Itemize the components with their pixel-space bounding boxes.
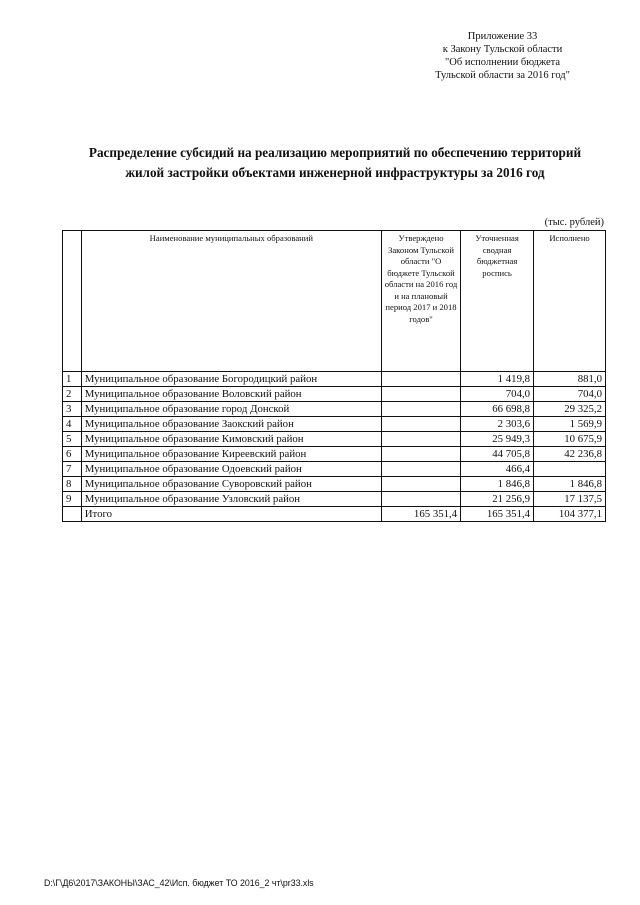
cell-refined: 21 256,9 [461,492,534,507]
cell-num: 3 [63,402,82,417]
cell-approved [381,477,460,492]
cell-name: Итого [81,507,381,522]
cell-name: Муниципальное образование Заокский район [81,417,381,432]
title-line: Распределение субсидий на реализацию мероприятий по обеспечению территорий [88,145,582,160]
cell-executed: 881,0 [534,372,606,387]
cell-name: Муниципальное образование Узловский район [81,492,381,507]
cell-approved [381,492,460,507]
file-path: D:\Г\Д6\2017\ЗАКОНЫ\ЗАС_42\Исп. бюджет ТО 2016_2 чт\pr33.xls [44,878,314,888]
cell-refined: 466,4 [461,462,534,477]
cell-refined: 1 419,8 [461,372,534,387]
cell-refined: 25 949,3 [461,432,534,447]
table-row [63,372,606,387]
cell-approved [381,417,460,432]
cell-num: 5 [63,432,82,447]
appendix-line: "Об исполнении бюджета [445,57,560,68]
document-title [40,143,630,183]
cell-num [63,507,82,522]
appendix-block [400,30,605,82]
cell-refined: 2 303,6 [461,417,534,432]
table-row [63,462,606,477]
appendix-line: Тульской области за 2016 год" [435,70,570,81]
cell-refined: 1 846,8 [461,477,534,492]
cell-name: Муниципальное образование Одоевский район [81,462,381,477]
cell-executed: 1 569,9 [534,417,606,432]
cell-name: Муниципальное образование Суворовский район [81,477,381,492]
cell-executed: 10 675,9 [534,432,606,447]
cell-executed: 1 846,8 [534,477,606,492]
cell-name: Муниципальное образование Кимовский район [81,432,381,447]
cell-num: 2 [63,387,82,402]
header-num [63,231,82,372]
header-approved: Утверждено Законом Тульской области "О бюджете Тульской области на 2016 год и на плановый период 2017 и 2018 годов" [381,231,460,372]
cell-num: 7 [63,462,82,477]
table-row [63,432,606,447]
cell-approved [381,402,460,417]
table-header-row [63,231,606,372]
title-line: жилой застройки объектами инженерной инфраструктуры за 2016 год [125,165,545,180]
table-row [63,402,606,417]
appendix-line: к Закону Тульской области [442,44,563,55]
cell-name: Муниципальное образование Воловский район [81,387,381,402]
cell-name: Муниципальное образование город Донской [81,402,381,417]
units-label: (тыс. рублей) [544,217,604,228]
header-executed: Исполнено [534,231,606,372]
cell-executed [534,462,606,477]
table-row [63,387,606,402]
table-row [63,447,606,462]
cell-executed: 104 377,1 [534,507,606,522]
cell-approved [381,387,460,402]
cell-num: 4 [63,417,82,432]
header-refined: Уточненная сводная бюджетная роспись [461,231,534,372]
cell-num: 6 [63,447,82,462]
cell-name: Муниципальное образование Киреевский район [81,447,381,462]
cell-executed: 42 236,8 [534,447,606,462]
cell-approved [381,372,460,387]
cell-refined: 44 705,8 [461,447,534,462]
cell-name: Муниципальное образование Богородицкий район [81,372,381,387]
subsidy-table [62,230,606,522]
cell-num: 8 [63,477,82,492]
table-row [63,507,606,522]
cell-approved: 165 351,4 [381,507,460,522]
cell-executed: 17 137,5 [534,492,606,507]
table-row [63,492,606,507]
cell-approved [381,462,460,477]
cell-executed: 704,0 [534,387,606,402]
header-name: Наименование муниципальных образований [81,231,381,372]
cell-approved [381,447,460,462]
cell-num: 1 [63,372,82,387]
cell-num: 9 [63,492,82,507]
cell-refined: 165 351,4 [461,507,534,522]
table-row [63,477,606,492]
table-row [63,417,606,432]
cell-executed: 29 325,2 [534,402,606,417]
cell-refined: 66 698,8 [461,402,534,417]
cell-approved [381,432,460,447]
cell-refined: 704,0 [461,387,534,402]
appendix-line: Приложение 33 [467,31,538,42]
